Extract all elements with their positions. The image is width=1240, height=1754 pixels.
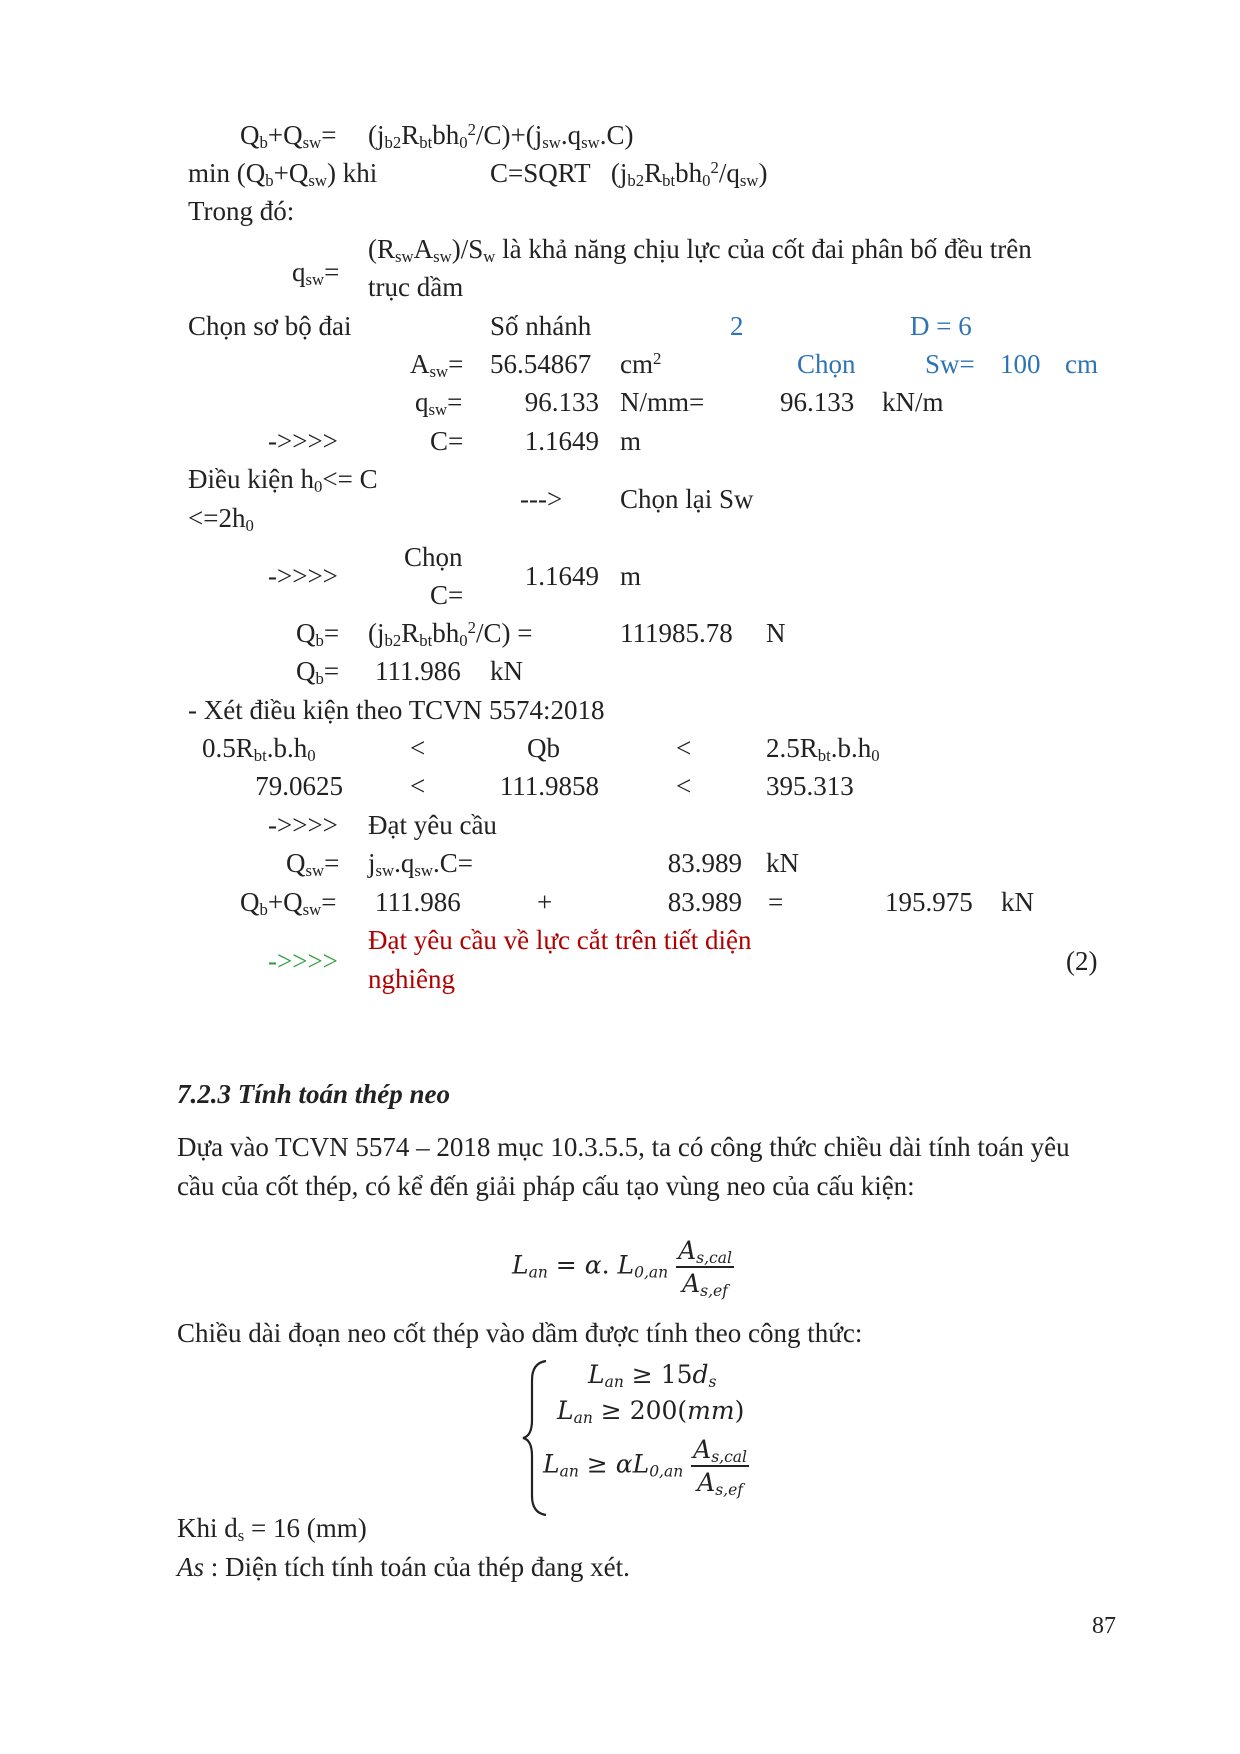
formula-min-condition: $\min (Q_b+Q_{sw})$ khi bbox=[188, 158, 378, 191]
as-desc-text: : Diện tích tính toán của thép đang xét. bbox=[204, 1552, 630, 1582]
qsw3-value: 83.989 bbox=[667, 848, 742, 878]
qb2-label: $Q_b=$ bbox=[296, 656, 340, 689]
sum-label: $Q_b+Q_{sw}=$ bbox=[240, 887, 337, 920]
ineq-3: $L_{an} \ge \alpha L_{0,an}$ $\frac{A_{s,cal}}{A_{s,ef}}$ bbox=[543, 1435, 747, 1499]
cond-right-val: 395.313 bbox=[766, 771, 854, 801]
arrow-1: ->>>> bbox=[268, 426, 338, 456]
page-number: 87 bbox=[1092, 1613, 1116, 1639]
qb2-value: 111.986 bbox=[375, 656, 461, 686]
so-nhanh-value: 2 bbox=[730, 311, 744, 341]
qsw2-value: 96.133 bbox=[524, 387, 599, 417]
qsw-description-line2: trục dầm bbox=[368, 272, 464, 302]
qsw2-unit-kn: kN/m bbox=[882, 387, 944, 417]
formula-sum-expression: $(j_{b2}R_{bt}bh_0^2/C)+(j_{sw}.q_{sw}.C)$ bbox=[368, 119, 634, 153]
asw-value: 56.54867 bbox=[490, 349, 592, 379]
qsw2-label: $q_{sw}=$ bbox=[415, 387, 463, 420]
sum-a: 111.986 bbox=[375, 887, 461, 917]
ineq-2: $L_{an} \ge 200(mm)$ bbox=[557, 1396, 745, 1427]
sw-label: Sw= bbox=[925, 349, 975, 379]
so-nhanh-label: Số nhánh bbox=[490, 311, 592, 341]
cond-lt-4: < bbox=[676, 771, 692, 801]
asw-unit: $cm^2$ bbox=[620, 348, 662, 379]
final-result-line1: Đạt yêu cầu về lực cắt trên tiết diện bbox=[368, 925, 752, 955]
chon-so-bo-dai: Chọn sơ bộ đai bbox=[188, 311, 352, 341]
qsw3-formula: $j_{sw}.q_{sw}.C=$ bbox=[368, 848, 473, 881]
arrow-final: ->>>> bbox=[268, 946, 338, 976]
dat-yeu-cau: Đạt yêu cầu bbox=[368, 810, 497, 840]
paragraph-1: Dựa vào TCVN 5574 – 2018 mục 10.3.5.5, ta có công thức chiều dài tính toán yêu cầu của cốt thép, có kể đến giải pháp cấu tạo vùng neo của cấu kiện: bbox=[177, 1132, 1070, 1201]
chon-c-value: 1.1649 bbox=[524, 561, 599, 591]
chon-c-label-line2: C= bbox=[430, 580, 464, 610]
chon-c-label-line1: Chọn bbox=[404, 542, 463, 572]
cond-mid-val: 111.9858 bbox=[499, 771, 599, 801]
cond-left-expr: $0.5R_{bt}.b.h_0$ bbox=[202, 733, 316, 766]
as-term: As bbox=[177, 1552, 204, 1582]
cond-lt-1: < bbox=[410, 733, 426, 763]
dieu-kien-line1: Điều kiện $h_0<= C$ bbox=[188, 464, 378, 497]
cond-mid-expr: Qb bbox=[527, 733, 560, 763]
c-label: C= bbox=[430, 426, 464, 456]
arrow-3: ->>>> bbox=[268, 810, 338, 840]
section-heading: 7.2.3 Tính toán thép neo bbox=[177, 1079, 451, 1109]
qb-label: $Q_b=$ bbox=[296, 618, 340, 651]
dieu-kien-line2: $<=2h_0$ bbox=[188, 503, 254, 536]
ineq-1: $L_{an} \ge 15d_s$ bbox=[588, 1360, 717, 1391]
sum-plus: + bbox=[537, 887, 553, 917]
dieu-kien-arrow: ---> bbox=[520, 484, 563, 514]
khi-ds: Khi $d_s = 16$ (mm) bbox=[177, 1513, 367, 1546]
sum-unit: kN bbox=[1001, 887, 1034, 917]
arrow-2: ->>>> bbox=[268, 561, 338, 591]
sum-value: 195.975 bbox=[885, 887, 973, 917]
trong-do-label: Trong đó: bbox=[188, 196, 295, 226]
chon-c-unit: m bbox=[620, 561, 642, 591]
paragraph-2: Chiều dài đoạn neo cốt thép vào dầm được tính theo công thức: bbox=[177, 1318, 863, 1348]
dieu-kien-result: Chọn lại Sw bbox=[620, 484, 754, 514]
final-result-line2: nghiêng bbox=[368, 964, 455, 994]
d-value: D = 6 bbox=[910, 311, 972, 341]
qb-unit-n: N bbox=[766, 618, 786, 648]
asw-label: $A_{sw}=$ bbox=[410, 349, 464, 382]
c-value: 1.1649 bbox=[524, 426, 599, 456]
qsw2-unit: N/mm= bbox=[620, 387, 705, 417]
as-description bbox=[177, 1554, 630, 1581]
equation-number: (2) bbox=[1066, 946, 1098, 976]
chon-sw-label: Chọn bbox=[797, 349, 856, 379]
xet-dieu-kien: - Xét điều kiện theo TCVN 5574:2018 bbox=[188, 695, 605, 725]
sw-value: 100 bbox=[1000, 349, 1041, 379]
c-unit: m bbox=[620, 426, 642, 456]
cond-lt-3: < bbox=[410, 771, 426, 801]
formula-lan: $L_{an} = \alpha$. $L_{0,an}$ $\frac{A_{s,cal}}{A_{s,ef}}$ bbox=[512, 1236, 732, 1300]
qsw3-label: $Q_{sw}=$ bbox=[286, 848, 340, 881]
cond-right-expr: $2.5R_{bt}.b.h_0$ bbox=[766, 733, 880, 766]
qb-value-n: 111985.78 bbox=[620, 618, 733, 648]
qb-formula: $(j_{b2}R_{bt}bh_0^2/C)$ = bbox=[368, 617, 533, 651]
qb2-unit: kN bbox=[490, 656, 523, 686]
formula-c-sqrt: C=SQRT $(j_{b2}R_{bt}bh_0^2/q_{sw})$ bbox=[490, 157, 768, 191]
qsw-description-line1: $(R_{sw}A_{sw})/S_w$ là khả năng chịu lực của cốt đai phân bố đều trên bbox=[368, 234, 1032, 267]
cond-left-val: 79.0625 bbox=[255, 771, 343, 801]
sum-b: 83.989 bbox=[667, 887, 742, 917]
qsw3-unit: kN bbox=[766, 848, 799, 878]
sum-eq: = bbox=[768, 887, 784, 917]
sw-unit: cm bbox=[1065, 349, 1098, 379]
cond-lt-2: < bbox=[676, 733, 692, 763]
formula-sum-label: $Q_b+Q_{sw}=$ bbox=[240, 120, 337, 153]
qsw-label: $q_{sw}=$ bbox=[292, 257, 340, 290]
qsw2-value-kn: 96.133 bbox=[780, 387, 855, 417]
